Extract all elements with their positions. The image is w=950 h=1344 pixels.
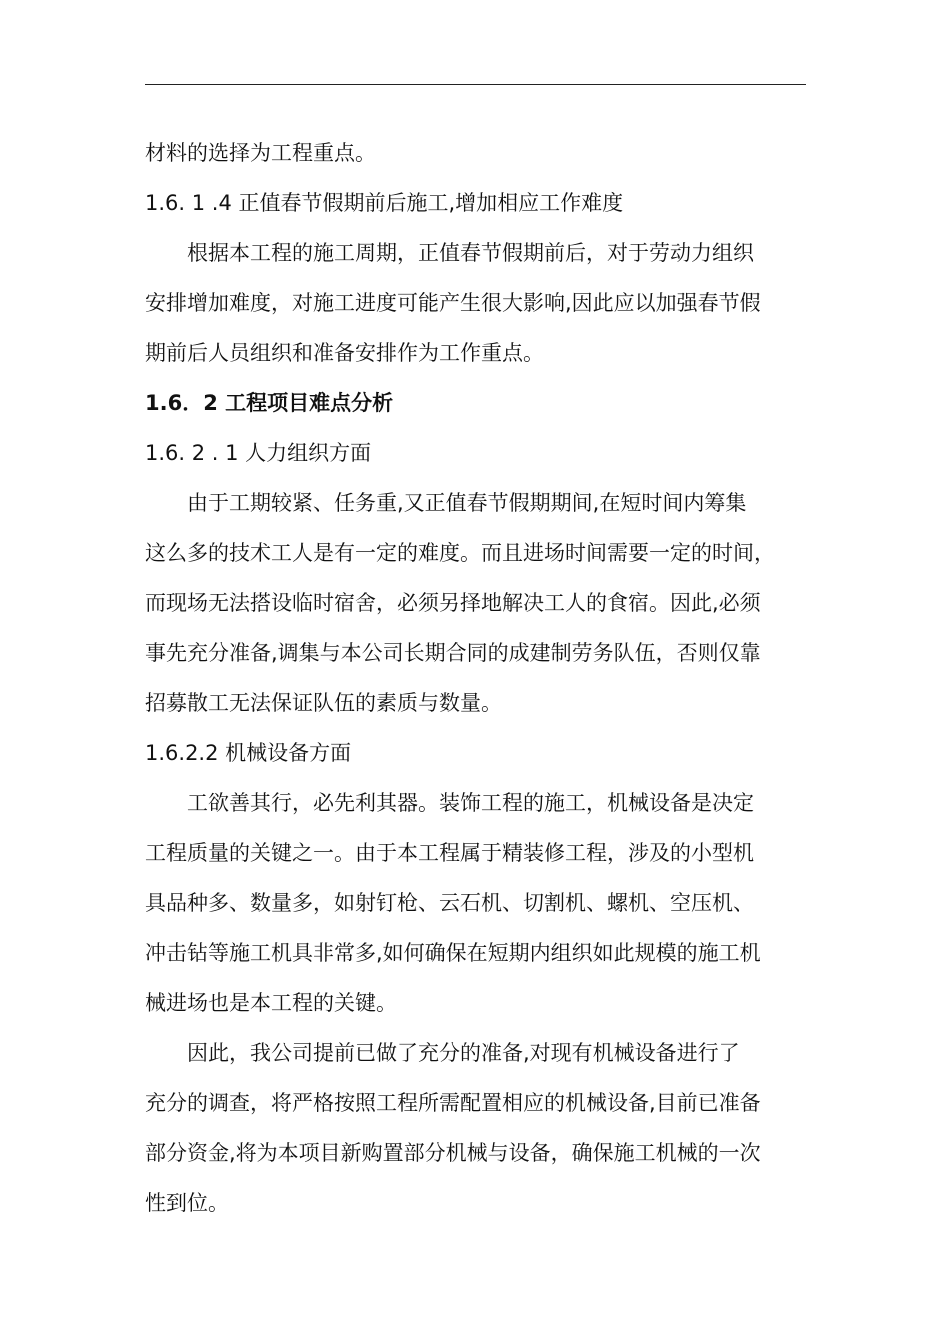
text-line: 因此，我公司提前已做了充分的准备,对现有机械设备进行了 bbox=[187, 1041, 740, 1065]
header-rule bbox=[145, 84, 806, 85]
section-heading: 1.6. 2 . 1 人力组织方面 bbox=[145, 441, 372, 465]
text-line: 部分资金,将为本项目新购置部分机械与设备，确保施工机械的一次 bbox=[145, 1141, 761, 1165]
text-line: 具品种多、数量多，如射钉枪、云石机、切割机、螺机、空压机、 bbox=[145, 891, 754, 915]
text-line: 招募散工无法保证队伍的素质与数量。 bbox=[145, 691, 502, 715]
text-line: 工程质量的关键之一。由于本工程属于精装修工程，涉及的小型机 bbox=[145, 841, 754, 865]
text-line: 由于工期较紧、任务重,又正值春节假期期间,在短时间内筹集 bbox=[187, 491, 747, 515]
text-line: 根据本工程的施工周期，正值春节假期前后，对于劳动力组织 bbox=[187, 241, 754, 265]
text-line: 冲击钻等施工机具非常多,如何确保在短期内组织如此规模的施工机 bbox=[145, 941, 761, 965]
text-line: 事先充分准备,调集与本公司长期合同的成建制劳务队伍，否则仅靠 bbox=[145, 641, 761, 665]
section-heading: 1.6. 1 .4 正值春节假期前后施工,增加相应工作难度 bbox=[145, 191, 624, 215]
text-line: 械进场也是本工程的关键。 bbox=[145, 991, 397, 1015]
section-heading: 1.6.2.2 机械设备方面 bbox=[145, 741, 352, 765]
text-line: 性到位。 bbox=[145, 1191, 229, 1215]
text-line: 工欲善其行，必先利其器。装饰工程的施工，机械设备是决定 bbox=[187, 791, 754, 815]
text-line: 充分的调查，将严格按照工程所需配置相应的机械设备,目前已准备 bbox=[145, 1091, 761, 1115]
text-line: 期前后人员组织和准备安排作为工作重点。 bbox=[145, 341, 544, 365]
body-text bbox=[145, 128, 810, 1228]
text-line: 而现场无法搭设临时宿舍，必须另择地解决工人的食宿。因此,必须 bbox=[145, 591, 761, 615]
text-line: 安排增加难度，对施工进度可能产生很大影响,因此应以加强春节假 bbox=[145, 291, 761, 315]
section-heading: 1.6．2 工程项目难点分析 bbox=[145, 391, 394, 415]
text-line: 这么多的技术工人是有一定的难度。而且进场时间需要一定的时间， bbox=[145, 541, 775, 565]
text-line: 材料的选择为工程重点。 bbox=[145, 141, 376, 165]
